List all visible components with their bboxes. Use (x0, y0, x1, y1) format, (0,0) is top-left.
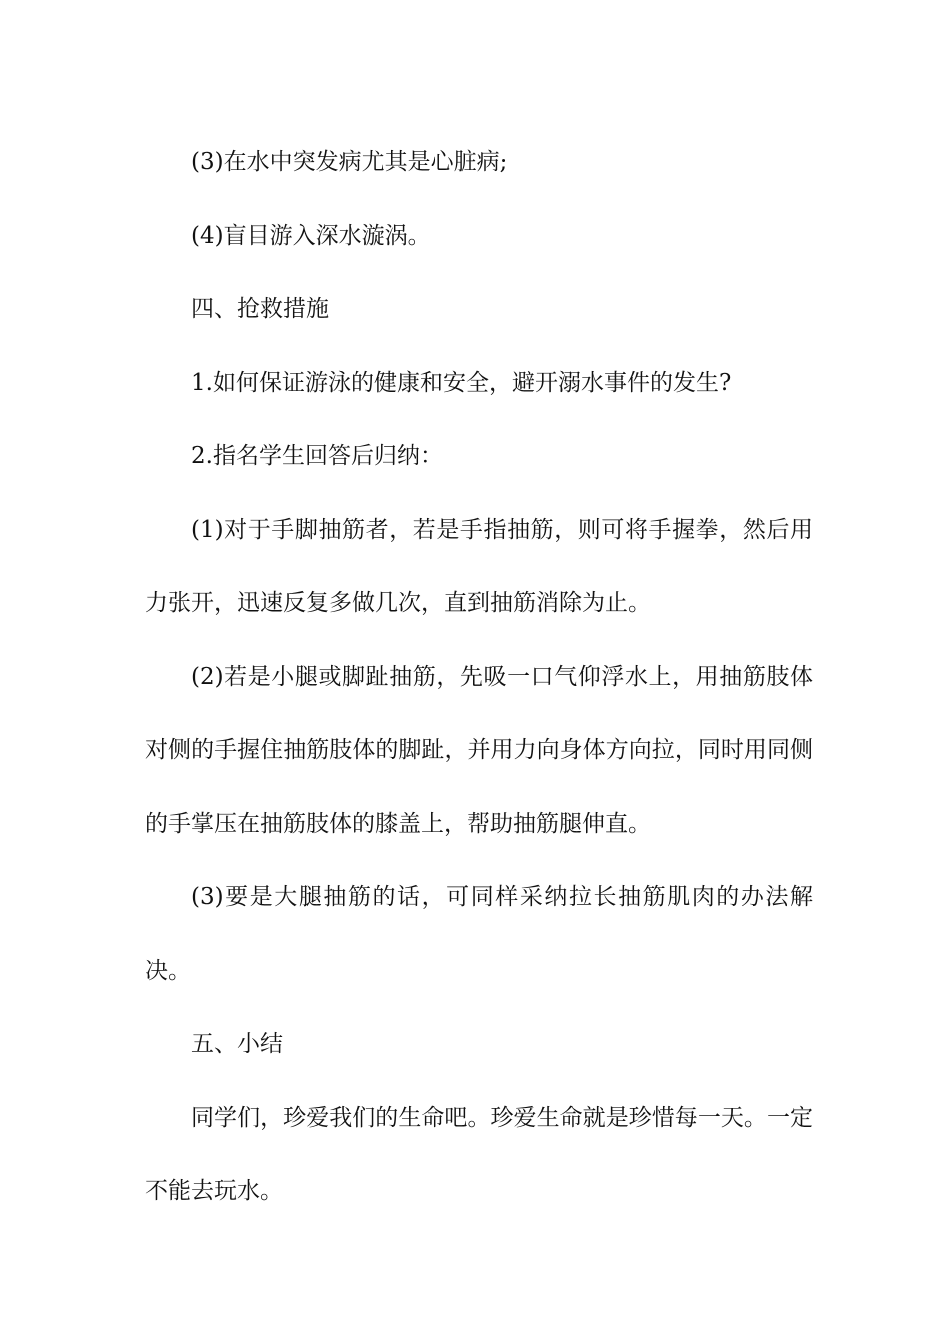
paragraph-question: 1.如何保证游泳的健康和安全，避开溺水事件的发生? (191, 369, 732, 396)
list-item-measure-2: (2)若是小腿或脚趾抽筋，先吸一口气仰浮水上，用抽筋肢体对侧的手握住抽筋肢体的脚趾，并用力向身体方向拉，同时用同侧的手掌压在抽筋肢体的膝盖上，帮助抽筋腿伸直。 (145, 663, 813, 837)
document-body (145, 126, 813, 1229)
section-heading-summary: 五、小结 (191, 1031, 283, 1057)
paragraph-conclusion: 同学们，珍爱我们的生命吧。珍爱生命就是珍惜每一天。一定不能去玩水。 (145, 1104, 813, 1204)
section-heading-rescue: 四、抢救措施 (191, 296, 329, 322)
list-item-measure-3: (3)要是大腿抽筋的话，可同样采纳拉长抽筋肌肉的办法解决。 (145, 884, 813, 984)
paragraph-summary-intro: 2.指名学生回答后归纳： (191, 443, 443, 469)
list-item-measure-1: (1)对于手脚抽筋者，若是手指抽筋，则可将手握拳，然后用力张开，迅速反复多做几次，直到抽筋消除为止。 (145, 516, 813, 616)
list-item-cause-4: (4)盲目游入深水漩涡。 (191, 222, 431, 249)
list-item-cause-3: (3)在水中突发病尤其是心脏病; (191, 149, 508, 175)
